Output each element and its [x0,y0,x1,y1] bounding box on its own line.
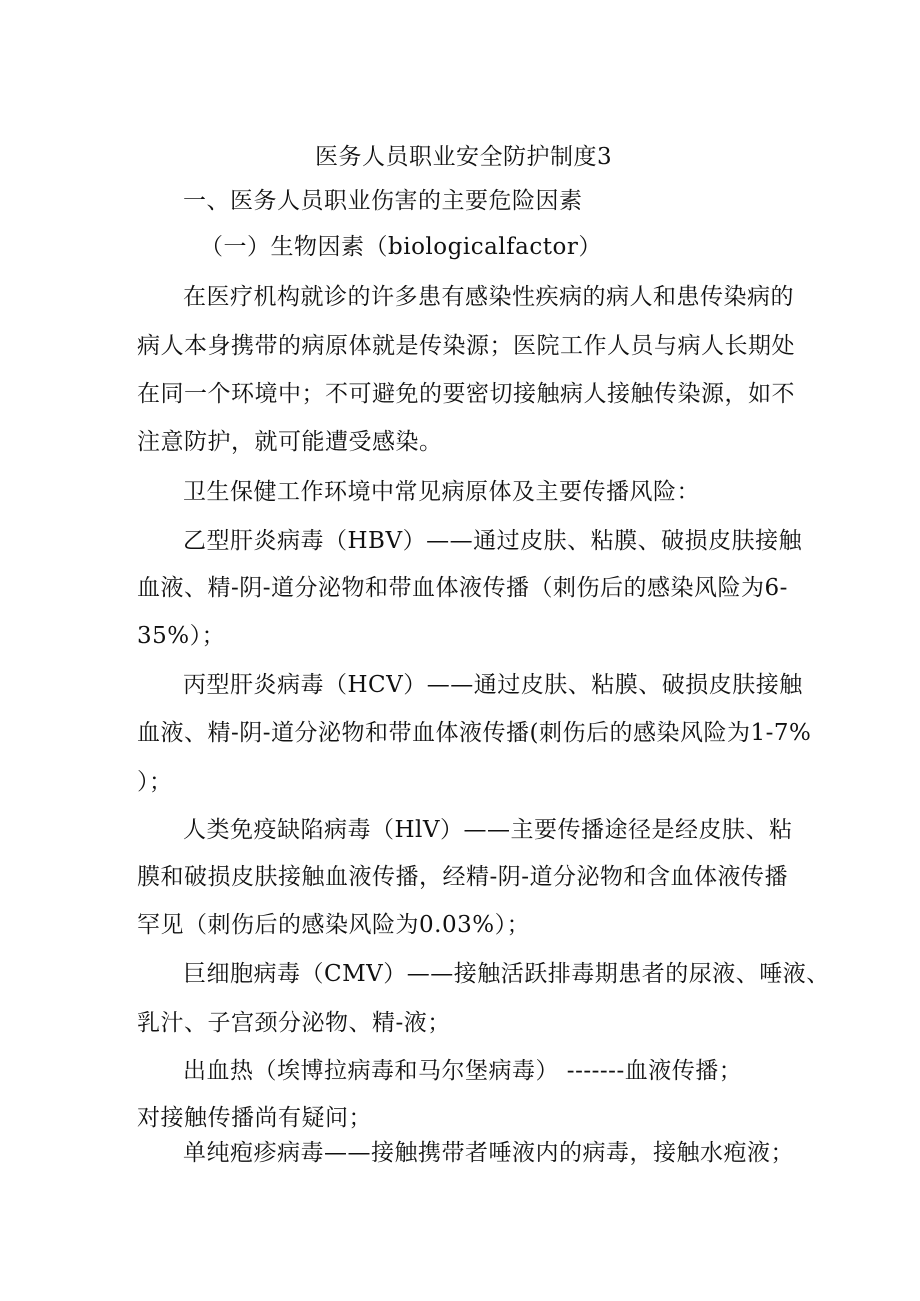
paragraph-line: 膜和破损皮肤接触血液传播，经精-阴-道分泌物和含血体液传播 [137,864,789,890]
paragraph-line: 注意防护，就可能遭受感染。 [137,429,443,455]
paragraph-line: 血液、精-阴-道分泌物和带血体液传播(刺伤后的感染风险为1-7% [137,720,812,746]
paragraph-line: 乳汁、子宫颈分泌物、精-液； [137,1010,451,1036]
paragraph-line: 血液、精-阴-道分泌物和带血体液传播（刺伤后的感染风险为6- [137,575,788,601]
paragraph-line: 丙型肝炎病毒（HCV）——通过皮肤、粘膜、破损皮肤接触 [183,672,803,698]
document-title: 医务人员职业安全防护制度3 [315,144,613,170]
paragraph-line: 罕见（刺伤后的感染风险为0.03%）； [137,912,531,938]
pathogen-list-intro: 卫生保健工作环境中常见病原体及主要传播风险： [183,479,700,505]
paragraph-line: 35%）； [137,623,226,649]
paragraph-line: ）； [137,769,173,795]
subsection-heading: （一）生物因素（biologicalfactor） [200,234,602,260]
paragraph-line: 对接触传播尚有疑问； [137,1105,372,1131]
paragraph-line: 人类免疫缺陷病毒（HlV）——主要传播途径是经皮肤、粘 [183,817,793,843]
paragraph-line: 在医疗机构就诊的许多患有感染性疾病的病人和患传染病的 [183,284,794,310]
paragraph-line: 在同一个环境中；不可避免的要密切接触病人接触传染源，如不 [137,381,795,407]
paragraph-line: 乙型肝炎病毒（HBV）——通过皮肤、粘膜、破损皮肤接触 [183,528,803,554]
paragraph-line: 出血热（埃博拉病毒和马尔堡病毒） -------血液传播； [183,1058,743,1084]
paragraph-line: 病人本身携带的病原体就是传染源；医院工作人员与病人长期处 [137,333,795,359]
paragraph-line: 巨细胞病毒（CMV）——接触活跃排毒期患者的尿液、唾液、 [183,961,830,987]
section-heading: 一、医务人员职业伤害的主要危险因素 [183,188,583,214]
paragraph-line: 单纯疱疹病毒——接触携带者唾液内的病毒，接触水疱液； [183,1140,794,1166]
